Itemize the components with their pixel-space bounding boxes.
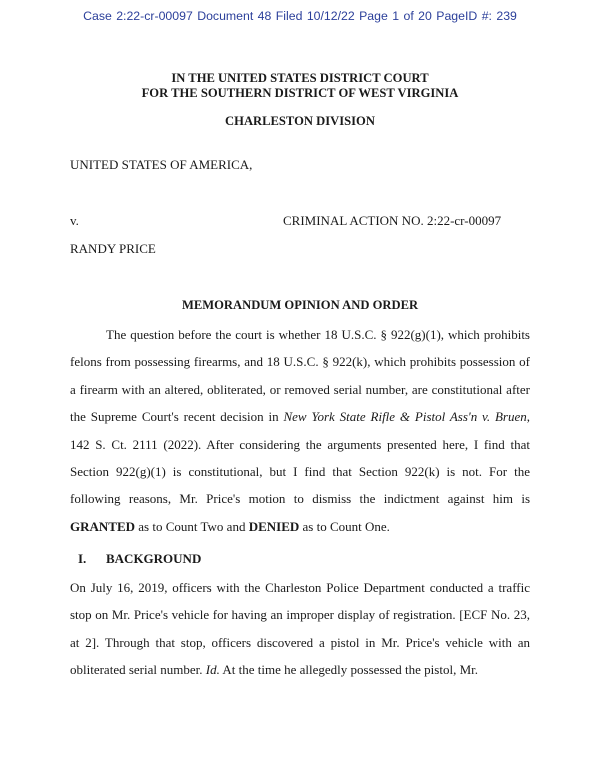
para2-text-b: At the time he allegedly possessed the pistol, Mr. [219, 662, 478, 678]
opening-paragraph [70, 321, 530, 540]
court-name-line: IN THE UNITED STATES DISTRICT COURT [171, 71, 429, 85]
granted-ruling: GRANTED [70, 518, 136, 534]
para1-text-a: The question before the court is whether 18 U.S.C. § 922(g)(1), which prohibits felons from possessing firearms, and 18 U.S.C. § 922(k), which prohibits possession of a firearm with an altered, obliterated, or removed serial number, are constitutional after the Supreme Court's recent decision in [70, 327, 530, 425]
para1-text-b: , 142 S. Ct. 2111 (2022). After considering the arguments presented here, I find that Section 922(g)(1) is constitutional, but I find that Section 922(k) is not. For the following reasons, Mr. Price's motion to dismiss the indictment against him is [70, 409, 530, 507]
division-heading: CHARLESTON DIVISION [225, 114, 375, 128]
section-number: I. [78, 551, 87, 566]
criminal-action-number: CRIMINAL ACTION NO. 2:22-cr-00097 [283, 213, 502, 228]
defendant-name: RANDY PRICE [70, 241, 156, 256]
court-caption [0, 71, 600, 101]
plaintiff-name: UNITED STATES OF AMERICA, [70, 157, 253, 172]
para1-text-d: as to Count One. [299, 518, 390, 534]
memorandum-title: MEMORANDUM OPINION AND ORDER [181, 298, 419, 312]
section-title: BACKGROUND [106, 551, 202, 566]
section-heading-background [78, 551, 201, 567]
para2-text-a: On July 16, 2019, officers with the Charleston Police Department conducted a traffic stop on Mr. Price's vehicle for having an improper display of registration. [ECF No. 23, at 2]. Through that stop, officers discovered a pistol in Mr. Price's vehicle with an obliterated serial number. [70, 580, 530, 678]
para1-text-c: as to Count Two and [135, 518, 249, 534]
versus-label: v. [70, 213, 79, 228]
case-citation-name: New York State Rifle & Pistol Ass'n v. Bruen [283, 409, 527, 425]
background-paragraph [70, 574, 530, 684]
docket-header-stamp: Case 2:22-cr-00097 Document 48 Filed 10/12/22 Page 1 of 20 PageID #: 239 [83, 9, 517, 23]
denied-ruling: DENIED [248, 518, 300, 534]
court-district-line: FOR THE SOUTHERN DISTRICT OF WEST VIRGINIA [141, 86, 459, 100]
id-citation: Id. [205, 662, 220, 678]
